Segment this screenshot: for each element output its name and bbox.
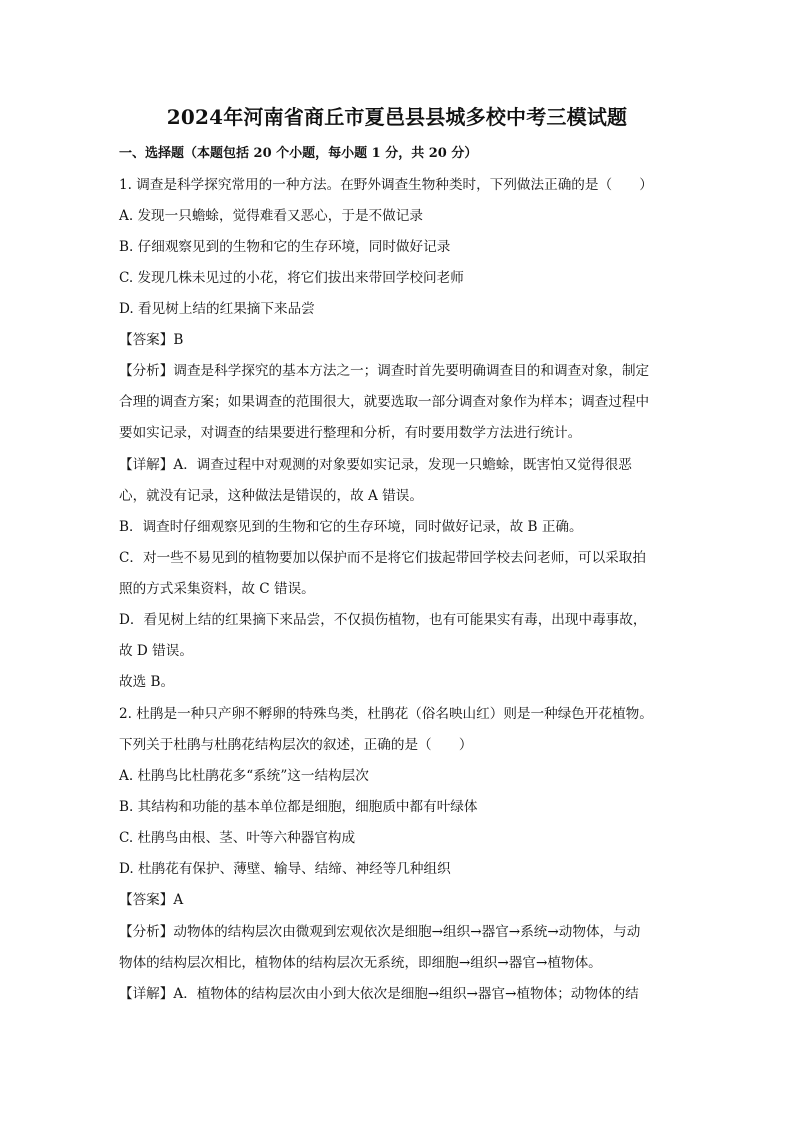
question-1-option-d: D. 看见树上结的红果摘下来品尝 [119,301,315,317]
question-2-analysis-line: 物体的结构层次相比，植物体的结构层次无系统，即细胞→组织→器官→植物体。 [119,955,602,971]
question-1-option-a: A. 发现一只蟾蜍，觉得难看又恶心，于是不做记录 [119,208,423,224]
question-1-conclusion: 故选 B。 [119,674,175,690]
question-1-stem: 1. 调查是科学探究常用的一种方法。在野外调查生物种类时，下列做法正确的是（ ） [119,177,653,193]
question-1-explanation-line: 心，就没有记录，这种做法是错误的，故 A 错误。 [119,488,423,504]
document-title: 2024年河南省商丘市夏邑县县城多校中考三模试题 [166,105,628,129]
question-1-answer: 【答案】B [119,332,184,348]
question-2-stem: 2. 杜鹃是一种只产卵不孵卵的特殊鸟类，杜鹃花（俗名映山红）则是一种绿色开花植物。 [119,706,653,722]
question-2-answer: 【答案】A [119,892,184,908]
question-2-analysis-line: 【分析】动物体的结构层次由微观到宏观依次是细胞→组织→器官→系统→动物体，与动 [119,924,641,940]
question-1-explanation-line: B．调查时仔细观察见到的生物和它的生存环境，同时做好记录，故 B 正确。 [119,519,583,535]
question-1-explanation-line: 照的方式采集资料，故 C 错误。 [119,581,315,597]
question-1-option-c: C. 发现几株未见过的小花，将它们拔出来带回学校问老师 [119,270,464,286]
question-1-analysis-line: 【分析】调查是科学探究的基本方法之一；调查时首先要明确调查目的和调查对象，制定 [119,363,650,379]
question-1-analysis-line: 合理的调查方案；如果调查的范围很大，就要选取一部分调查对象作为样本；调查过程中 [119,394,650,410]
question-2-option-b: B. 其结构和功能的基本单位都是细胞，细胞质中都有叶绿体 [119,799,478,815]
question-2-option-c: C. 杜鹃鸟由根、茎、叶等六种器官构成 [119,830,356,846]
question-1-explanation-line: C．对一些不易见到的植物要加以保护而不是将它们拔起带回学校去问老师，可以采取拍 [119,550,646,566]
question-2-option-d: D. 杜鹃花有保护、薄壁、输导、结缔、神经等几种组织 [119,861,451,877]
question-2-explanation-line: 【详解】A．植物体的结构层次由小到大依次是细胞→组织→器官→植物体；动物体的结 [119,986,639,1002]
question-1-explanation-line: 故 D 错误。 [119,643,193,659]
question-1-explanation-line: 【详解】A．调查过程中对观测的对象要如实记录，发现一只蟾蜍，既害怕又觉得很恶 [119,457,632,473]
question-1-option-b: B. 仔细观察见到的生物和它的生存环境，同时做好记录 [119,239,451,255]
question-2-option-a: A. 杜鹃鸟比杜鹃花多“系统”这一结构层次 [119,768,369,784]
question-1-explanation-line: D．看见树上结的红果摘下来品尝，不仅损伤植物，也有可能果实有毒，出现中毒事故， [119,612,647,628]
question-1-analysis-line: 要如实记录，对调查的结果要进行整理和分析，有时要用数学方法进行统计。 [119,425,582,441]
question-2-stem: 下列关于杜鹃与杜鹃花结构层次的叙述，正确的是（ ） [119,737,473,753]
section-heading: 一、选择题（本题包括 20 个小题，每小题 1 分，共 20 分） [119,146,478,161]
